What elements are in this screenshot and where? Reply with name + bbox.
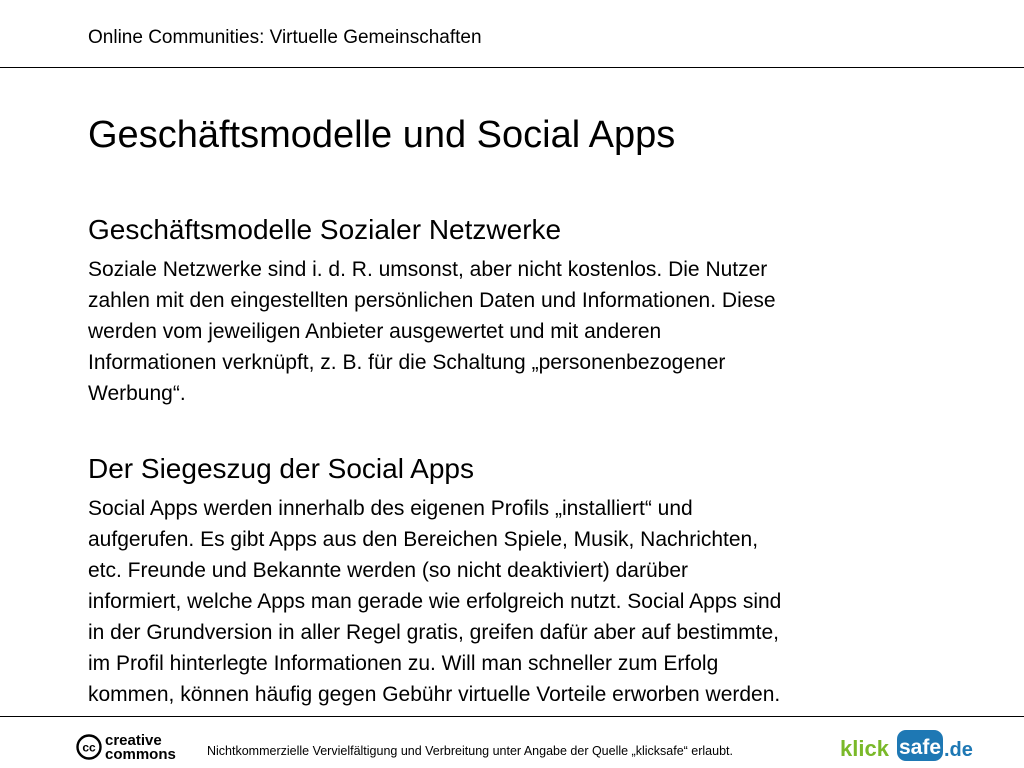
section-business-models xyxy=(88,212,958,409)
cc-wordmark-line1: creative xyxy=(105,732,162,749)
section-body: Social Apps werden innerhalb des eigenen Profils „installiert“ und aufgerufen. Es gibt Apps aus den Bereichen Spiele, Musik, Nachrichten, etc. Freunde und Bekannte werden (so nicht deaktiviert) darüber informiert, welche Apps man gerade wie erfolgreich nutzt. Social Apps sind in der Grundversion in aller Regel gratis, greifen dafür aber auf bestimmte, im Profil hinterlegte Informationen zu. Will man schneller zum Erfolg kommen, können häufig gegen Gebühr virtuelle Vorteile erworben werden. xyxy=(88,497,782,706)
klicksafe-logo xyxy=(840,727,973,763)
section-body: Soziale Netzwerke sind i. d. R. umsonst, aber nicht kostenlos. Die Nutzer zahlen mit den eingestellten persönlichen Daten und Informationen. Diese werden vom jeweiligen Anbieter ausgewertet und mit anderen Informationen verknüpft, z. B. für die Schaltung „personenbezogener Werbung“. xyxy=(88,258,776,405)
klicksafe-part-de: .de xyxy=(944,739,973,761)
slide-header xyxy=(0,0,1024,68)
section-heading: Geschäftsmodelle Sozialer Netzwerke xyxy=(88,214,562,245)
cc-wordmark-line2: commons xyxy=(105,746,176,763)
license-note: Nichtkommerzielle Vervielfältigung und Verbreitung unter Angabe der Quelle „klicksafe“ erlaubt. xyxy=(207,744,733,758)
slide-footer xyxy=(0,717,1024,768)
header-divider xyxy=(0,67,1024,68)
section-social-apps xyxy=(88,451,958,710)
creative-commons-logo xyxy=(76,732,200,762)
slide-title: Geschäftsmodelle und Social Apps xyxy=(88,114,676,156)
klicksafe-part-safe: safe xyxy=(898,736,942,759)
section-heading: Der Siegeszug der Social Apps xyxy=(88,453,474,484)
klicksafe-part-klick: klick xyxy=(840,736,889,761)
cc-badge-text: cc xyxy=(82,740,96,755)
header-title: Online Communities: Virtuelle Gemeinschaften xyxy=(88,27,482,48)
